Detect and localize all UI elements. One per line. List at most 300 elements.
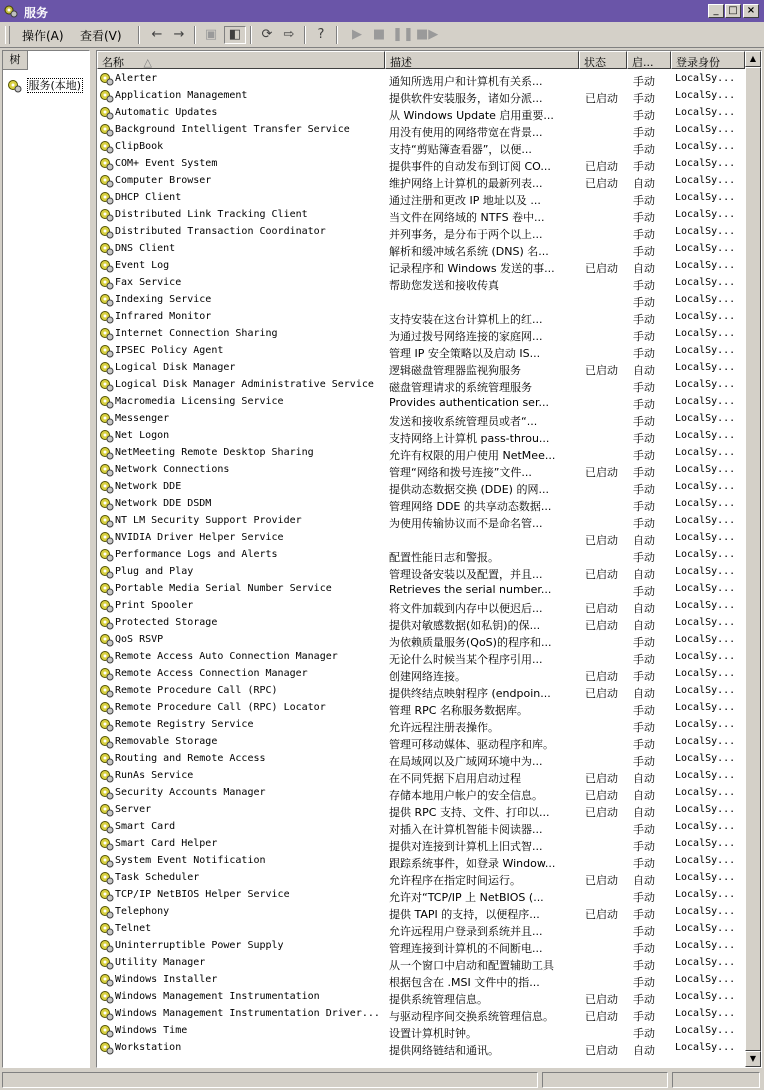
service-startup-type: 手动 <box>633 857 655 870</box>
tree-node-services-local[interactable] <box>7 77 83 93</box>
service-name <box>115 362 381 373</box>
service-logon-as: LocalSy... <box>675 243 736 254</box>
service-gear-icon <box>99 72 115 86</box>
service-row[interactable] <box>97 173 745 190</box>
service-name-text: Windows Time <box>115 1025 188 1036</box>
service-gear-icon <box>99 89 115 103</box>
service-row[interactable] <box>97 819 745 836</box>
service-row[interactable] <box>97 513 745 530</box>
service-name <box>115 872 381 883</box>
service-startup-type: 自动 <box>633 789 655 802</box>
service-name-text: Distributed Transaction Coordinator <box>115 226 326 237</box>
service-logon-as: LocalSy... <box>675 90 736 101</box>
column-header-startup[interactable]: 启... <box>627 51 671 69</box>
service-row[interactable] <box>97 921 745 938</box>
toolbar-grip[interactable] <box>5 26 10 44</box>
service-logon-as: LocalSy... <box>675 430 736 441</box>
service-gear-icon <box>99 939 115 953</box>
service-name <box>115 311 381 322</box>
service-description: Retrieves the serial number... <box>389 583 552 596</box>
service-name <box>115 226 381 237</box>
service-name <box>115 379 381 390</box>
service-row[interactable] <box>97 207 745 224</box>
service-row[interactable] <box>97 989 745 1006</box>
service-description: 维护网络上计算机的最新列表... <box>389 177 543 190</box>
service-row[interactable] <box>97 462 745 479</box>
service-description: 提供软件安装服务，诸如分派... <box>389 92 543 105</box>
service-logon-as: LocalSy... <box>675 940 736 951</box>
service-logon-as: LocalSy... <box>675 396 736 407</box>
service-gear-icon <box>99 582 115 596</box>
service-startup-type: 手动 <box>633 483 655 496</box>
service-description: 当文件在网络域的 NTFS 卷中... <box>389 211 545 224</box>
service-gear-icon <box>99 293 115 307</box>
service-name-text: Messenger <box>115 413 170 424</box>
scroll-thumb[interactable] <box>745 67 761 1051</box>
service-description: 支持“剪贴簿查看器”，以便... <box>389 143 532 156</box>
service-name <box>115 260 381 271</box>
service-row[interactable] <box>97 802 745 819</box>
toolbar-separator <box>194 26 196 44</box>
service-row[interactable] <box>97 683 745 700</box>
service-gear-icon <box>99 820 115 834</box>
service-name-text: RunAs Service <box>115 770 194 781</box>
service-row[interactable] <box>97 836 745 853</box>
service-description: 提供事件的自动发布到订阅 CO... <box>389 160 551 173</box>
service-name-text: Event Log <box>115 260 170 271</box>
service-description: 根据包含在 .MSI 文件中的指... <box>389 976 540 989</box>
service-gear-icon <box>99 378 115 392</box>
service-logon-as: LocalSy... <box>675 226 736 237</box>
service-row[interactable] <box>97 938 745 955</box>
service-logon-as: LocalSy... <box>675 362 736 373</box>
toolbar-separator <box>138 26 140 44</box>
service-name-text: Indexing Service <box>115 294 212 305</box>
service-gear-icon <box>99 548 115 562</box>
service-row[interactable] <box>97 275 745 292</box>
service-status: 已启动 <box>585 534 618 547</box>
service-gear-icon <box>99 752 115 766</box>
scroll-down-icon[interactable]: ▼ <box>745 1051 761 1067</box>
service-name-text: Utility Manager <box>115 957 206 968</box>
service-row[interactable] <box>97 768 745 785</box>
service-logon-as: LocalSy... <box>675 447 736 458</box>
service-logon-as: LocalSy... <box>675 872 736 883</box>
service-row[interactable] <box>97 377 745 394</box>
service-name <box>115 685 381 696</box>
service-gear-icon <box>99 327 115 341</box>
vertical-scrollbar[interactable] <box>745 51 761 1067</box>
service-name-text: Removable Storage <box>115 736 218 747</box>
service-startup-type: 手动 <box>633 840 655 853</box>
service-name <box>115 549 381 560</box>
help-icon[interactable]: ? <box>317 27 325 42</box>
service-row[interactable] <box>97 224 745 241</box>
services-list <box>96 50 762 1068</box>
service-startup-type: 手动 <box>633 704 655 717</box>
service-gear-icon <box>99 871 115 885</box>
service-description: 提供 RPC 支持、文件、打印以... <box>389 806 550 819</box>
service-startup-type: 手动 <box>633 1010 655 1023</box>
service-status: 已启动 <box>585 364 618 377</box>
service-startup-type: 手动 <box>633 670 655 683</box>
service-row[interactable] <box>97 649 745 666</box>
service-name <box>115 175 381 186</box>
service-gear-icon <box>99 174 115 188</box>
service-name <box>115 804 381 815</box>
service-row[interactable] <box>97 547 745 564</box>
service-row[interactable] <box>97 105 745 122</box>
export-list-icon[interactable]: ⇨ <box>283 27 295 42</box>
service-row[interactable] <box>97 870 745 887</box>
service-description: 为依赖质量服务(QoS)的程序和... <box>389 636 552 649</box>
column-name-label: 名称 <box>102 56 124 69</box>
service-startup-type: 手动 <box>633 279 655 292</box>
service-description: 创建网络连接。 <box>389 670 466 683</box>
service-startup-type: 手动 <box>633 415 655 428</box>
service-name-text: Logical Disk Manager <box>115 362 236 373</box>
service-name <box>115 634 381 645</box>
service-startup-type: 手动 <box>633 245 655 258</box>
service-logon-as: LocalSy... <box>675 600 736 611</box>
service-row[interactable] <box>97 496 745 513</box>
service-startup-type: 手动 <box>633 738 655 751</box>
service-logon-as: LocalSy... <box>675 413 736 424</box>
service-row[interactable] <box>97 785 745 802</box>
service-row[interactable] <box>97 717 745 734</box>
service-logon-as: LocalSy... <box>675 617 736 628</box>
service-logon-as: LocalSy... <box>675 107 736 118</box>
service-row[interactable] <box>97 88 745 105</box>
service-gear-icon <box>99 990 115 1004</box>
service-logon-as: LocalSy... <box>675 1008 736 1019</box>
service-status: 已启动 <box>585 466 618 479</box>
service-description: 允许有权限的用户使用 NetMee... <box>389 449 556 462</box>
service-name <box>115 90 381 101</box>
service-status: 已启动 <box>585 670 618 683</box>
service-row[interactable] <box>97 615 745 632</box>
toolbar-separator <box>336 26 338 44</box>
column-header-desc[interactable]: 描述 <box>385 51 579 69</box>
service-name-text: Fax Service <box>115 277 182 288</box>
service-logon-as: LocalSy... <box>675 209 736 220</box>
service-name-text: Portable Media Serial Number Service <box>115 583 332 594</box>
service-name-text: DNS Client <box>115 243 176 254</box>
service-row[interactable] <box>97 1023 745 1040</box>
service-row[interactable] <box>97 445 745 462</box>
service-row[interactable] <box>97 394 745 411</box>
service-row[interactable] <box>97 360 745 377</box>
service-startup-type: 自动 <box>633 568 655 581</box>
service-startup-type: 自动 <box>633 602 655 615</box>
service-description: 为通过拨号网络连接的家庭网... <box>389 330 543 343</box>
service-name <box>115 141 381 152</box>
service-description: 管理连接到计算机的不间断电... <box>389 942 543 955</box>
service-name-text: Logical Disk Manager Administrative Service <box>115 379 374 390</box>
service-logon-as: LocalSy... <box>675 685 736 696</box>
service-name-text: Alerter <box>115 73 158 84</box>
service-row[interactable] <box>97 598 745 615</box>
service-row[interactable] <box>97 292 745 309</box>
service-description: 解析和缓冲域名系统 (DNS) 名... <box>389 245 549 258</box>
service-name <box>115 498 381 509</box>
service-gear-icon <box>99 242 115 256</box>
service-name-text: Smart Card <box>115 821 176 832</box>
status-bar <box>0 1070 764 1090</box>
service-startup-type: 自动 <box>633 262 655 275</box>
service-description: 设置计算机时钟。 <box>389 1027 477 1040</box>
service-startup-type: 自动 <box>633 1044 655 1057</box>
service-description: 管理可移动媒体、驱动程序和库。 <box>389 738 554 751</box>
service-description: 提供对连接到计算机上旧式智... <box>389 840 543 853</box>
service-row[interactable] <box>97 904 745 921</box>
service-row[interactable] <box>97 411 745 428</box>
service-gear-icon <box>99 208 115 222</box>
service-row[interactable] <box>97 1040 745 1057</box>
service-name <box>115 736 381 747</box>
service-logon-as: LocalSy... <box>675 770 736 781</box>
service-name-text: NetMeeting Remote Desktop Sharing <box>115 447 314 458</box>
service-description: 跟踪系统事件，如登录 Window... <box>389 857 556 870</box>
service-row[interactable] <box>97 581 745 598</box>
service-row[interactable] <box>97 71 745 88</box>
service-status: 已启动 <box>585 177 618 190</box>
service-name-text: Windows Management Instrumentation <box>115 991 320 1002</box>
service-logon-as: LocalSy... <box>675 651 736 662</box>
service-name <box>115 345 381 356</box>
service-row[interactable] <box>97 1006 745 1023</box>
service-name <box>115 515 381 526</box>
service-startup-type: 手动 <box>633 296 655 309</box>
service-gear-icon <box>99 310 115 324</box>
service-gear-icon <box>99 633 115 647</box>
service-gear-icon <box>99 429 115 443</box>
service-row[interactable] <box>97 326 745 343</box>
service-row[interactable] <box>97 734 745 751</box>
stop-service-icon[interactable]: ■ <box>372 27 386 42</box>
service-description: 支持安装在这台计算机上的红... <box>389 313 543 326</box>
service-status: 已启动 <box>585 92 618 105</box>
service-startup-type: 手动 <box>633 959 655 972</box>
column-header-name[interactable] <box>97 51 385 69</box>
service-row[interactable] <box>97 853 745 870</box>
service-name <box>115 328 381 339</box>
column-header-logon[interactable]: 登录身份 <box>671 51 745 69</box>
service-name <box>115 107 381 118</box>
service-logon-as: LocalSy... <box>675 957 736 968</box>
service-description: 允许程序在指定时间运行。 <box>389 874 521 887</box>
service-startup-type: 手动 <box>633 1027 655 1040</box>
service-name-text: Performance Logs and Alerts <box>115 549 278 560</box>
service-row[interactable] <box>97 309 745 326</box>
service-logon-as: LocalSy... <box>675 906 736 917</box>
service-row[interactable] <box>97 700 745 717</box>
service-row[interactable] <box>97 955 745 972</box>
service-logon-as: LocalSy... <box>675 838 736 849</box>
service-name-text: System Event Notification <box>115 855 266 866</box>
service-startup-type: 手动 <box>633 160 655 173</box>
scroll-up-icon[interactable]: ▲ <box>745 51 761 67</box>
service-name-text: Remote Access Auto Connection Manager <box>115 651 338 662</box>
service-status: 已启动 <box>585 160 618 173</box>
service-logon-as: LocalSy... <box>675 532 736 543</box>
service-logon-as: LocalSy... <box>675 464 736 475</box>
service-logon-as: LocalSy... <box>675 1042 736 1053</box>
service-startup-type: 自动 <box>633 772 655 785</box>
up-folder-icon[interactable]: ▣ <box>204 27 218 42</box>
service-logon-as: LocalSy... <box>675 889 736 900</box>
service-name <box>115 209 381 220</box>
service-startup-type: 手动 <box>633 398 655 411</box>
restart-service-icon[interactable]: ■▶ <box>416 27 439 42</box>
tree-tab[interactable]: 树 <box>3 51 28 70</box>
service-gear-icon <box>99 463 115 477</box>
service-description: 逻辑磁盘管理器监视狗服务 <box>389 364 521 377</box>
service-description: 用没有使用的网络带宽在背景... <box>389 126 543 139</box>
service-name-text: Workstation <box>115 1042 182 1053</box>
service-description: 管理设备安装以及配置，并且... <box>389 568 543 581</box>
forward-arrow-icon[interactable]: → <box>173 27 185 42</box>
title-bar <box>0 0 764 22</box>
service-logon-as: LocalSy... <box>675 719 736 730</box>
service-row[interactable] <box>97 887 745 904</box>
service-name <box>115 481 381 492</box>
service-startup-type: 手动 <box>633 143 655 156</box>
service-description: 允许对“TCP/IP 上 NetBIOS (... <box>389 891 544 904</box>
show-tree-icon[interactable]: ◧ <box>224 26 246 44</box>
column-header-status[interactable]: 状态 <box>579 51 627 69</box>
service-logon-as: LocalSy... <box>675 175 736 186</box>
menu-view[interactable]: 查看(V) <box>80 29 122 43</box>
service-name-text: Background Intelligent Transfer Service <box>115 124 350 135</box>
service-row[interactable] <box>97 751 745 768</box>
service-name-text: Telephony <box>115 906 170 917</box>
service-name <box>115 991 381 1002</box>
service-name <box>115 1025 381 1036</box>
service-row[interactable] <box>97 564 745 581</box>
service-row[interactable] <box>97 139 745 156</box>
service-row[interactable] <box>97 190 745 207</box>
service-name-text: Server <box>115 804 152 815</box>
service-gear-icon <box>99 259 115 273</box>
service-name-text: NT LM Security Support Provider <box>115 515 302 526</box>
service-name <box>115 277 381 288</box>
service-gear-icon <box>99 956 115 970</box>
service-status: 已启动 <box>585 687 618 700</box>
service-status: 已启动 <box>585 1044 618 1057</box>
service-logon-as: LocalSy... <box>675 379 736 390</box>
service-startup-type: 手动 <box>633 313 655 326</box>
service-logon-as: LocalSy... <box>675 1025 736 1036</box>
minimize-button[interactable]: _ <box>708 4 724 18</box>
service-name-text: TCP/IP NetBIOS Helper Service <box>115 889 290 900</box>
service-gear-icon <box>99 803 115 817</box>
service-name-text: QoS RSVP <box>115 634 164 645</box>
menu-action[interactable]: 操作(A) <box>22 29 64 43</box>
service-name <box>115 906 381 917</box>
service-name-text: COM+ Event System <box>115 158 218 169</box>
service-name <box>115 600 381 611</box>
service-startup-type: 手动 <box>633 347 655 360</box>
back-arrow-icon[interactable]: ← <box>151 27 163 42</box>
close-button[interactable]: × <box>743 4 759 18</box>
status-pane-3 <box>672 1072 760 1088</box>
service-name <box>115 73 381 84</box>
service-logon-as: LocalSy... <box>675 498 736 509</box>
service-name-text: Protected Storage <box>115 617 218 628</box>
service-description: 提供动态数据交换 (DDE) 的网... <box>389 483 549 496</box>
service-status: 已启动 <box>585 874 618 887</box>
service-startup-type: 手动 <box>633 721 655 734</box>
service-gear-icon <box>99 1041 115 1055</box>
service-row[interactable] <box>97 241 745 258</box>
service-row[interactable] <box>97 632 745 649</box>
service-status: 已启动 <box>585 806 618 819</box>
service-gear-icon <box>99 191 115 205</box>
service-name-text: Computer Browser <box>115 175 212 186</box>
service-description: 提供网络链结和通讯。 <box>389 1044 499 1057</box>
service-description: 提供对敏感数据(如私钥)的保... <box>389 619 541 632</box>
service-row[interactable] <box>97 530 745 547</box>
service-description: 存储本地用户帐户的安全信息。 <box>389 789 543 802</box>
service-row[interactable] <box>97 479 745 496</box>
service-startup-type: 手动 <box>633 432 655 445</box>
service-name <box>115 413 381 424</box>
service-row[interactable] <box>97 343 745 360</box>
service-logon-as: LocalSy... <box>675 192 736 203</box>
pause-service-icon[interactable]: ❚❚ <box>392 27 414 42</box>
service-description: 无论什么时候当某个程序引用... <box>389 653 543 666</box>
service-logon-as: LocalSy... <box>675 787 736 798</box>
maximize-button[interactable]: □ <box>725 4 741 18</box>
service-startup-type: 自动 <box>633 177 655 190</box>
service-description: 从 Windows Update 启用重要... <box>389 109 554 122</box>
service-name <box>115 940 381 951</box>
service-name-text: Internet Connection Sharing <box>115 328 278 339</box>
service-row[interactable] <box>97 972 745 989</box>
service-description: 管理网络 DDE 的共享动态数据... <box>389 500 552 513</box>
service-row[interactable] <box>97 156 745 173</box>
service-name <box>115 787 381 798</box>
service-logon-as: LocalSy... <box>675 549 736 560</box>
service-row[interactable] <box>97 428 745 445</box>
service-startup-type: 手动 <box>633 330 655 343</box>
service-logon-as: LocalSy... <box>675 736 736 747</box>
refresh-icon[interactable]: ⟳ <box>261 27 273 42</box>
service-name-text: DHCP Client <box>115 192 182 203</box>
service-status: 已启动 <box>585 789 618 802</box>
sort-ascending-icon: △ <box>143 56 152 69</box>
service-logon-as: LocalSy... <box>675 753 736 764</box>
service-row[interactable] <box>97 258 745 275</box>
service-status: 已启动 <box>585 619 618 632</box>
service-gear-icon <box>99 514 115 528</box>
service-startup-type: 手动 <box>633 194 655 207</box>
service-gear-icon <box>99 1007 115 1021</box>
service-row[interactable] <box>97 666 745 683</box>
start-service-icon[interactable]: ▶ <box>352 27 362 42</box>
service-logon-as: LocalSy... <box>675 991 736 1002</box>
service-name <box>115 124 381 135</box>
service-description: 为使用传输协议而不是命名管... <box>389 517 543 530</box>
service-logon-as: LocalSy... <box>675 481 736 492</box>
service-startup-type: 手动 <box>633 381 655 394</box>
service-logon-as: LocalSy... <box>675 311 736 322</box>
service-name <box>115 430 381 441</box>
service-row[interactable] <box>97 122 745 139</box>
service-description: 配置性能日志和警报。 <box>389 551 499 564</box>
service-description: 在局域网以及广域网环境中为... <box>389 755 543 768</box>
